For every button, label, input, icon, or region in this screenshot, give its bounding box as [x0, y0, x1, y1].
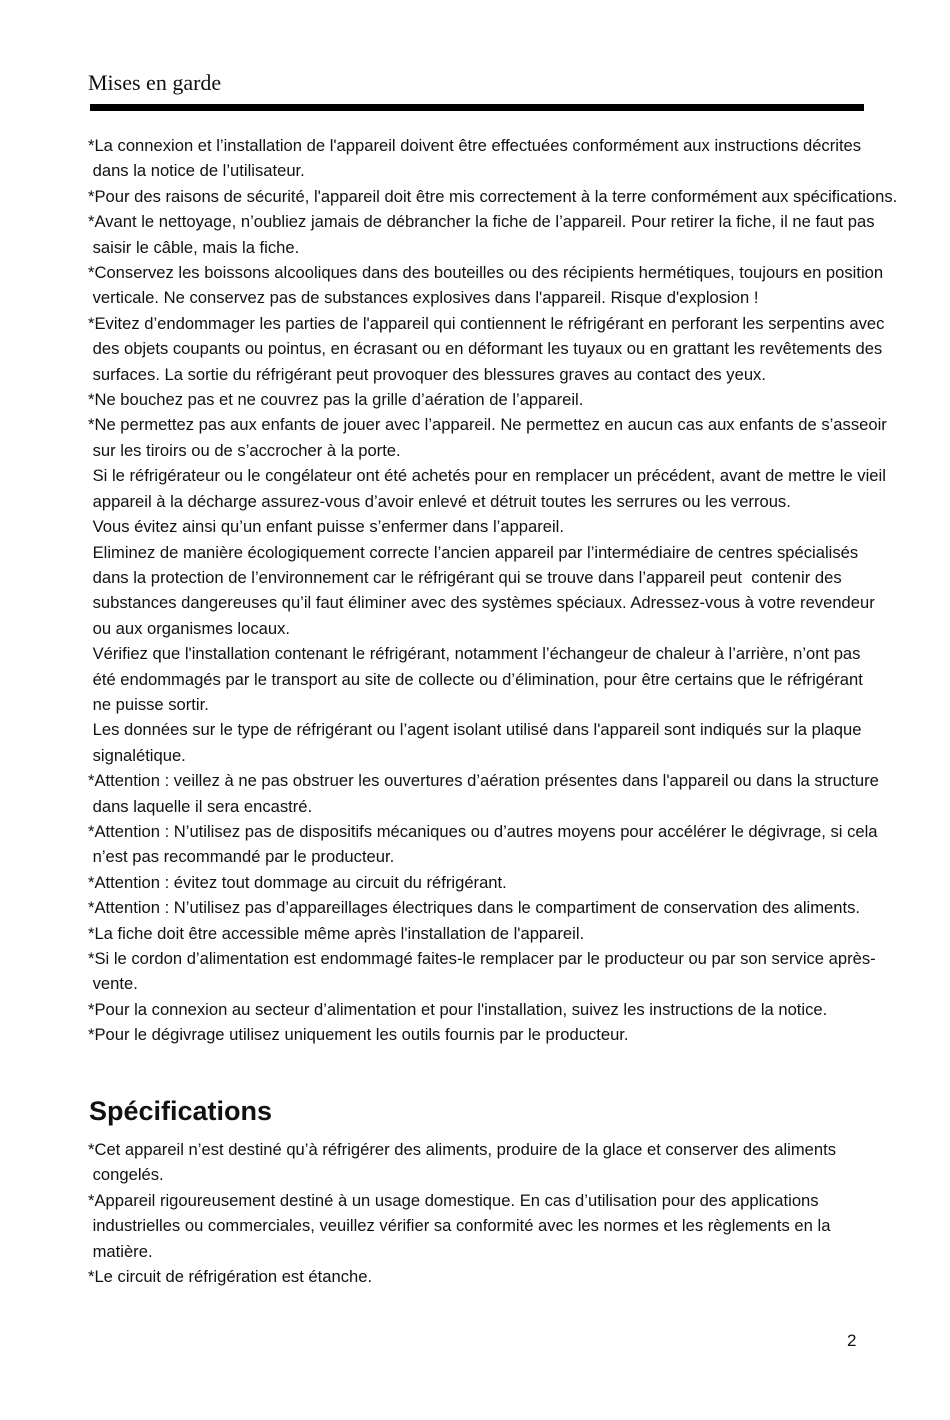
text-line: signalétique.: [88, 745, 186, 765]
text-line: *Pour la connexion au secteur d’alimentation et pour l'installation, suivez les instructions de la notice.: [88, 999, 828, 1019]
text-line: *Ne permettez pas aux enfants de jouer avec l’appareil. Ne permettez en aucun cas aux enfants de s’asseoir: [88, 415, 887, 435]
text-line: saisir le câble, mais la fiche.: [88, 237, 300, 257]
text-line: industrielles ou commerciales, veuillez vérifier sa conformité avec les normes et les règlements en la: [88, 1216, 831, 1236]
text-line: *La connexion et l’installation de l'appareil doivent être effectuées conformément aux instructions décrites: [88, 136, 862, 155]
text-line: dans laquelle il sera encastré.: [88, 796, 313, 816]
text-line: ne puisse sortir.: [88, 694, 209, 714]
text-line: surfaces. La sortie du réfrigérant peut provoquer des blessures graves au contact des yeux.: [88, 364, 766, 384]
text-line: substances dangereuses qu’il faut éliminer avec des systèmes spéciaux. Adressez-vous à votre revendeur: [88, 593, 875, 613]
section-title-specifications: Spécifications: [89, 1096, 273, 1126]
text-line: dans la notice de l’utilisateur.: [88, 161, 305, 181]
text-line: vente.: [88, 974, 138, 994]
text-line: *Ne bouchez pas et ne couvrez pas la grille d’aération de l’appareil.: [88, 390, 584, 410]
text-line: Eliminez de manière écologiquement correcte l’ancien appareil par l’intermédiaire de centres spécialisés: [88, 542, 859, 562]
header-divider: [90, 104, 864, 111]
text-line: des objets coupants ou pointus, en écrasant ou en déformant les tuyaux ou en grattant les revêtements des: [88, 339, 883, 359]
text-line: verticale. Ne conservez pas de substances explosives dans l'appareil. Risque d'explosion !: [88, 288, 759, 308]
text-line: *Conservez les boissons alcooliques dans des bouteilles ou des récipients hermétiques, toujours en position: [88, 263, 884, 283]
text-line: Les données sur le type de réfrigérant ou l’agent isolant utilisé dans l'appareil sont indiqués sur la plaque: [88, 720, 862, 740]
text-line: dans la protection de l’environnement car le réfrigérant qui se trouve dans l’appareil peut contenir des: [88, 567, 842, 587]
text-line: *Attention : N’utilisez pas d’appareillages électriques dans le compartiment de conservation des aliments.: [88, 898, 861, 918]
text-line: *Si le cordon d’alimentation est endommagé faites-le remplacer par le producteur ou par son service après-: [88, 949, 876, 968]
text-line: matière.: [88, 1241, 153, 1261]
text-line: *Attention : évitez tout dommage au circuit du réfrigérant.: [88, 872, 507, 892]
text-line: appareil à la décharge assurez-vous d’avoir enlevé et détruit toutes les serrures ou les verrous.: [88, 491, 791, 511]
page-number: 2: [847, 1331, 857, 1350]
text-line: sur les tiroirs ou de s’accrocher à la porte.: [88, 440, 401, 460]
specifications-text-block: [88, 1137, 946, 1289]
text-line: Vous évitez ainsi qu’un enfant puisse s’enfermer dans l’appareil.: [88, 517, 564, 537]
text-line: *Attention : veillez à ne pas obstruer les ouvertures d’aération présentes dans l'appareil ou dans la structure: [88, 771, 879, 791]
text-line: Vérifiez que l'installation contenant le réfrigérant, notamment l’échangeur de chaleur à l’arrière, n’ont pas: [88, 644, 861, 664]
text-line: *Pour des raisons de sécurité, l'appareil doit être mis correctement à la terre conformément aux spécifications.: [88, 186, 898, 206]
text-line: n’est pas recommandé par le producteur.: [88, 847, 395, 867]
text-line: *Le circuit de réfrigération est étanche.: [88, 1267, 373, 1287]
text-line: ou aux organismes locaux.: [88, 618, 291, 638]
text-line: *Appareil rigoureusement destiné à un usage domestique. En cas d’utilisation pour des applications: [88, 1190, 819, 1210]
section-title-warnings: Mises en garde: [88, 70, 222, 95]
text-line: Si le réfrigérateur ou le congélateur ont été achetés pour en remplacer un précédent, avant de mettre le vieil: [88, 466, 886, 486]
text-line: *Cet appareil n’est destiné qu’à réfrigérer des aliments, produire de la glace et conserver des aliments: [88, 1140, 837, 1159]
text-line: congelés.: [88, 1165, 164, 1185]
text-line: *Avant le nettoyage, n’oubliez jamais de débrancher la fiche de l’appareil. Pour retirer la fiche, il ne faut pas: [88, 212, 875, 232]
text-line: *La fiche doit être accessible même après l'installation de l'appareil.: [88, 923, 585, 943]
text-line: *Evitez d’endommager les parties de l'appareil qui contiennent le réfrigérant en perforant les serpentins avec: [88, 313, 885, 333]
text-line: *Attention : N’utilisez pas de dispositifs mécaniques ou d’autres moyens pour accélérer le dégivrage, si cela: [88, 821, 878, 841]
warnings-text-block: [88, 133, 946, 1048]
text-line: *Pour le dégivrage utilisez uniquement les outils fournis par le producteur.: [88, 1025, 629, 1045]
text-line: été endommagés par le transport au site de collecte ou d’élimination, pour être certains que le réfrigérant: [88, 669, 863, 689]
